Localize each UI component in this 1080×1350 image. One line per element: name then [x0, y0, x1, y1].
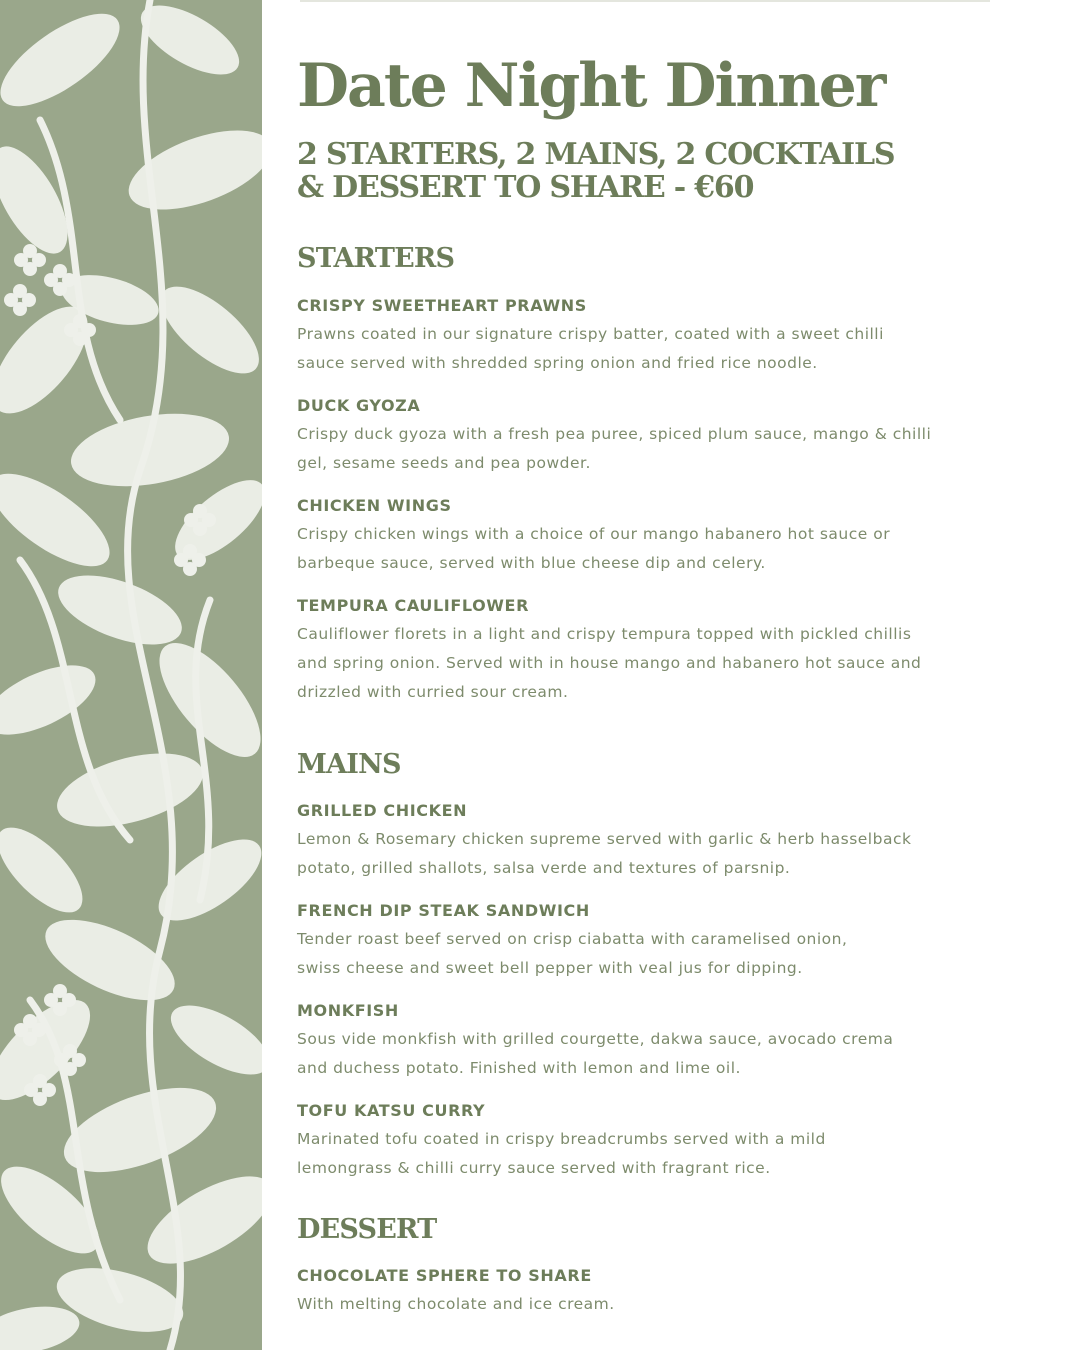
item-name-grilled-chicken: GRILLED CHICKEN [297, 801, 468, 820]
desc-line: Cauliflower florets in a light and crispy tempura topped with pickled chillis [297, 625, 912, 643]
floral-side-panel [0, 0, 262, 1350]
desc-line: swiss cheese and sweet bell pepper with veal jus for dipping. [297, 959, 803, 977]
desc-line: gel, sesame seeds and pea powder. [297, 454, 591, 472]
subtitle-line-1: 2 STARTERS, 2 MAINS, 2 COCKTAILS [297, 137, 895, 172]
item-name-tofu-katsu-curry: TOFU KATSU CURRY [297, 1101, 486, 1120]
item-name-monkfish: MONKFISH [297, 1001, 399, 1020]
item-name-tempura-cauliflower: TEMPURA CAULIFLOWER [297, 596, 529, 615]
floral-pattern-icon [0, 0, 262, 1350]
desc-line: With melting chocolate and ice cream. [297, 1295, 615, 1313]
item-desc-monkfish [297, 1025, 957, 1083]
menu-title: Date Night Dinner [297, 51, 885, 121]
item-desc-crispy-sweetheart-prawns [297, 320, 957, 378]
desc-line: and spring onion. Served with in house mango and habanero hot sauce and [297, 654, 922, 672]
desc-line: barbeque sauce, served with blue cheese dip and celery. [297, 554, 766, 572]
item-name-chicken-wings: CHICKEN WINGS [297, 496, 452, 515]
desc-line: sauce served with shredded spring onion and fried rice noodle. [297, 354, 818, 372]
item-desc-chocolate-sphere [297, 1290, 957, 1319]
item-desc-tofu-katsu-curry [297, 1125, 957, 1183]
desc-line: drizzled with curried sour cream. [297, 683, 569, 701]
item-desc-grilled-chicken [297, 825, 957, 883]
menu-subtitle [297, 138, 1017, 204]
item-name-duck-gyoza: DUCK GYOZA [297, 396, 421, 415]
item-desc-duck-gyoza [297, 420, 957, 478]
section-heading-starters: STARTERS [297, 243, 455, 274]
desc-line: Crispy chicken wings with a choice of our mango habanero hot sauce or [297, 525, 891, 543]
desc-line: Lemon & Rosemary chicken supreme served with garlic & herb hasselback [297, 830, 912, 848]
item-name-crispy-sweetheart-prawns: CRISPY SWEETHEART PRAWNS [297, 296, 587, 315]
item-desc-chicken-wings [297, 520, 957, 578]
section-heading-mains: MAINS [297, 749, 401, 780]
item-desc-french-dip-steak-sandwich [297, 925, 957, 983]
item-name-chocolate-sphere: CHOCOLATE SPHERE TO SHARE [297, 1266, 592, 1285]
desc-line: potato, grilled shallots, salsa verde and textures of parsnip. [297, 859, 791, 877]
item-name-french-dip-steak-sandwich: FRENCH DIP STEAK SANDWICH [297, 901, 590, 920]
top-rule [300, 0, 990, 2]
subtitle-line-2: & DESSERT TO SHARE - €60 [297, 170, 754, 205]
desc-line: Marinated tofu coated in crispy breadcrumbs served with a mild [297, 1130, 826, 1148]
desc-line: Sous vide monkfish with grilled courgette, dakwa sauce, avocado crema [297, 1030, 894, 1048]
section-heading-dessert: DESSERT [297, 1214, 437, 1245]
desc-line: Prawns coated in our signature crispy batter, coated with a sweet chilli [297, 325, 884, 343]
item-desc-tempura-cauliflower [297, 620, 957, 707]
desc-line: Crispy duck gyoza with a fresh pea puree, spiced plum sauce, mango & chilli [297, 425, 932, 443]
desc-line: lemongrass & chilli curry sauce served with fragrant rice. [297, 1159, 771, 1177]
desc-line: and duchess potato. Finished with lemon and lime oil. [297, 1059, 741, 1077]
desc-line: Tender roast beef served on crisp ciabatta with caramelised onion, [297, 930, 848, 948]
